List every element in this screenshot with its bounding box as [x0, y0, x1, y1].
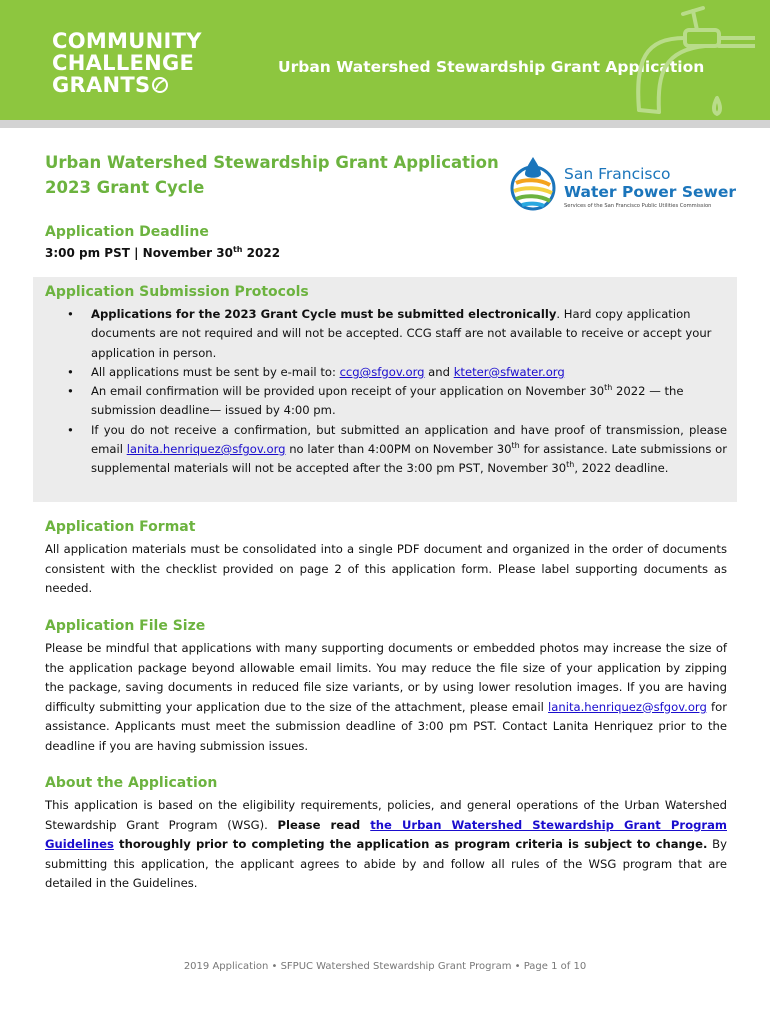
filesize-paragraph: [45, 639, 727, 756]
list-item: [45, 382, 727, 421]
deadline-sup: th: [232, 245, 243, 254]
protocol-3-text-end: 2022 — the submission deadline— issued by 4:00 pm.: [91, 384, 684, 418]
document-title-line-1: Urban Watershed Stewardship Grant Application: [45, 153, 499, 172]
protocol-1-bold: Applications for the 2023 Grant Cycle must be submitted electronically: [91, 307, 557, 321]
header-divider: [0, 120, 770, 128]
faucet-icon: [605, 0, 755, 124]
sfpuc-logo-line-1: San Francisco: [564, 165, 671, 183]
guidelines-link-text: the Urban Watershed Stewardship Grant Program Guidelines: [45, 817, 727, 851]
protocols-list: [45, 305, 727, 479]
leaf-icon: [152, 77, 168, 93]
filesize-heading: Application File Size: [45, 618, 206, 634]
logo-line-3: GRANTS: [52, 73, 151, 97]
protocol-4-text-mid: no later than 4:00PM on November 30: [285, 442, 512, 457]
deadline-text: [45, 246, 280, 260]
deadline-date: 3:00 pm PST | November 30: [45, 246, 233, 260]
sfpuc-logo: [508, 155, 736, 217]
format-heading: Application Format: [45, 519, 196, 535]
logo-line-1: COMMUNITY: [52, 29, 202, 53]
protocol-4-text-end: , 2022 deadline.: [574, 461, 669, 476]
community-challenge-grants-logo: [52, 30, 202, 96]
about-heading: About the Application: [45, 775, 218, 791]
format-paragraph: All application materials must be consolidated into a single PDF document and organized in the order of documents consistent with the checklist provided on page 2 of this application form. Please label supporting documents as needed.: [45, 542, 727, 595]
protocol-4-sup: th: [511, 441, 520, 451]
logo-line-2: CHALLENGE: [52, 51, 195, 75]
about-bold-1: Please read: [277, 817, 371, 832]
list-item: [45, 305, 727, 363]
protocol-2-text: All applications must be sent by e-mail to:: [91, 364, 340, 379]
document-title: [45, 150, 499, 200]
filesize-text-end: for assistance. Applicants must meet the submission deadline of 3:00 pm PST. Contact Lanita Henriquez prior to the deadline if you are having submission issues.: [45, 699, 727, 753]
list-item: [45, 363, 727, 382]
filesize-text: Please be mindful that applications with many supporting documents or embedded photos may increase the size of the application package beyond allowable email limits. You may reduce the file size of your application by zipping the package, saving documents in reduced file size variants, or by using lower resolution images. If you are having difficulty submitting your application due to the size of the attachment, please email: [45, 641, 727, 714]
ccg-email-link[interactable]: ccg@sfgov.org: [339, 364, 425, 379]
deadline-year: 2022: [242, 246, 281, 260]
protocol-4-text: If you do not receive a confirmation, but submitted an application and have proof of transmission, please email: [91, 422, 727, 457]
header-title: Urban Watershed Stewardship Grant Application: [278, 58, 705, 76]
about-paragraph: [45, 796, 727, 894]
list-item: [45, 421, 727, 479]
deadline-heading: Application Deadline: [45, 224, 209, 240]
sfpuc-logo-line-3: Services of the San Francisco Public Utilities Commission: [564, 203, 712, 209]
document-title-line-2: 2023 Grant Cycle: [45, 178, 205, 197]
protocol-2-and: and: [424, 364, 454, 379]
protocol-4-sup2: th: [566, 460, 575, 470]
protocol-3-text: An email confirmation will be provided upon receipt of your application on November 30: [91, 384, 605, 399]
protocols-heading: Application Submission Protocols: [45, 284, 309, 300]
sfpuc-logo-line-2: Water Power Sewer: [564, 183, 736, 201]
page-footer: 2019 Application • SFPUC Watershed Stewardship Grant Program • Page 1 of 10: [183, 961, 587, 972]
protocol-4-text-mid2: for assistance. Late submissions or supplemental materials will not be accepted after the 3:00 pm PST, November 30: [91, 442, 727, 476]
about-text: This application is based on the eligibility requirements, policies, and general operations of the Urban Watershed Stewardship Grant Program (WSG).: [45, 798, 727, 832]
sfpuc-emblem-icon: [508, 155, 558, 217]
lanita-email-link-2[interactable]: lanita.henriquez@sfgov.org: [548, 699, 707, 714]
kteter-email-link[interactable]: kteter@sfwater.org: [453, 364, 565, 379]
header-banner: [0, 0, 770, 124]
lanita-email-link[interactable]: lanita.henriquez@sfgov.org: [126, 442, 286, 457]
about-text-end: By submitting this application, the applicant agrees to abide by and follow all rules of the WSG program that are detailed in the Guidelines.: [45, 837, 727, 890]
about-bold-2: thoroughly prior to completing the application as program criteria is subject to change.: [113, 837, 708, 851]
protocol-1-text: . Hard copy application documents are not required and will not be accepted. CCG staff are not available to receive or accept your application in person.: [91, 307, 712, 360]
protocol-3-sup: th: [604, 383, 613, 393]
